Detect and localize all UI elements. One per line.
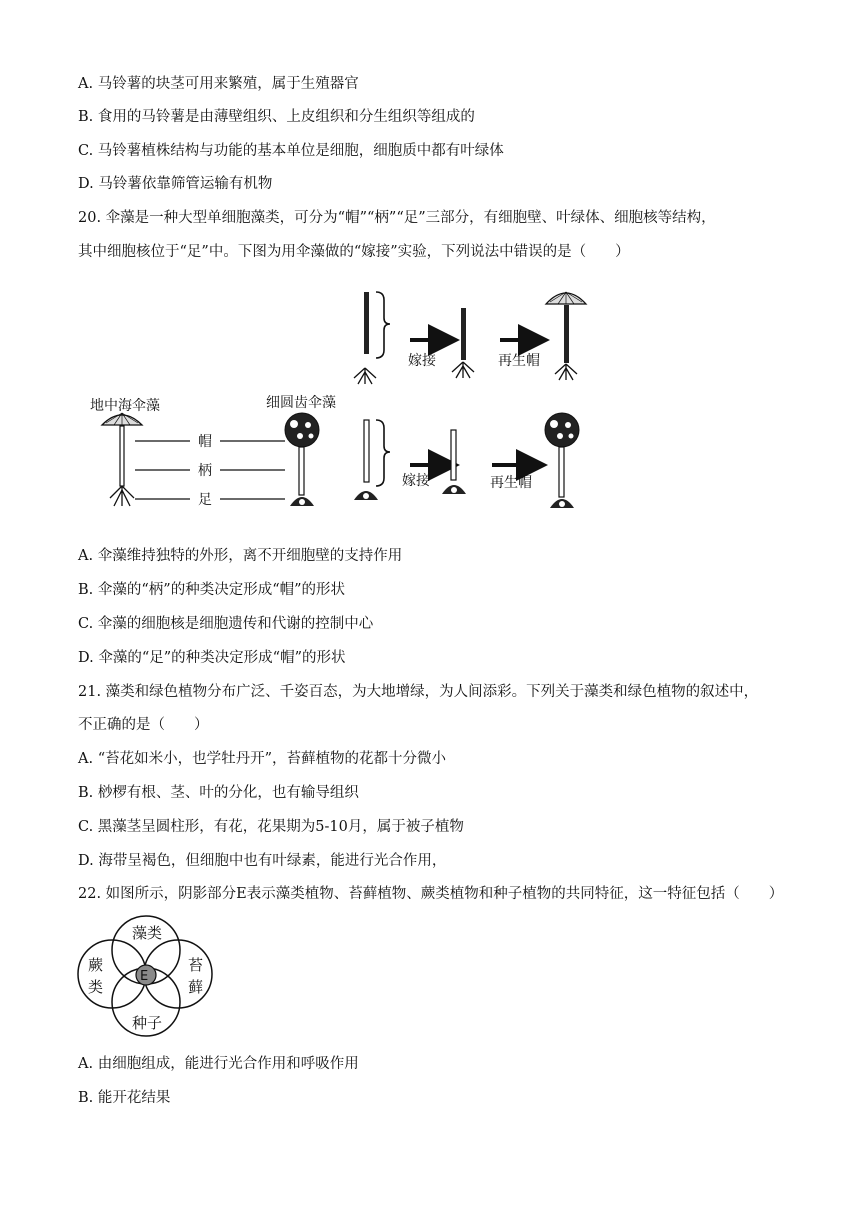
label-crenulated-acetabularia: 细圆齿伞藻 xyxy=(266,395,336,411)
grafting-experiment-figure xyxy=(80,280,620,520)
venn-label-moss-2: 藓 xyxy=(188,978,204,996)
q19-option-b: B. 食用的马铃薯是由薄壁组织、上皮组织和分生组织等组成的 xyxy=(78,109,475,125)
venn-label-moss-1: 苔 xyxy=(188,956,204,974)
mediterranean-alga-drawing xyxy=(102,413,142,506)
top-graft-sequence xyxy=(354,292,586,384)
q19-option-d: D. 马铃薯依靠筛管运输有机物 xyxy=(78,176,273,192)
graft-label-bottom: 嫁接 xyxy=(402,473,430,489)
q20-option-c: C. 伞藻的细胞核是细胞遗传和代谢的控制中心 xyxy=(78,616,374,632)
part-label-stalk: 柄 xyxy=(198,463,212,479)
q22-option-b: B. 能开花结果 xyxy=(78,1090,171,1106)
q21-option-b: B. 桫椤有根、茎、叶的分化，也有输导组织 xyxy=(78,785,359,801)
q22-option-a: A. 由细胞组成，能进行光合作用和呼吸作用 xyxy=(78,1056,359,1072)
venn-label-center: E xyxy=(140,969,149,984)
q19-option-c: C. 马铃薯植株结构与功能的基本单位是细胞，细胞质中都有叶绿体 xyxy=(78,143,504,159)
q21-option-d: D. 海带呈褐色，但细胞中也有叶绿素，能进行光合作用， xyxy=(78,853,447,869)
bottom-graft-sequence xyxy=(354,413,579,508)
regrow-label-top: 再生帽 xyxy=(498,353,540,369)
q21-option-a: A. “苔花如米小，也学牡丹开”，苔藓植物的花都十分微小 xyxy=(78,751,447,767)
q20-option-d: D. 伞藻的“足”的种类决定形成“帽”的形状 xyxy=(78,650,346,666)
crenulated-alga-drawing xyxy=(285,413,319,506)
venn-label-seed: 种子 xyxy=(132,1014,163,1032)
label-mediterranean-acetabularia: 地中海伞藻 xyxy=(90,398,160,414)
q22-stem: 22. 如图所示，阴影部分E表示藻类植物、苔藓植物、蕨类植物和种子植物的共同特征，这一特征包括（ ） xyxy=(78,886,784,902)
venn-label-algae: 藻类 xyxy=(132,924,163,942)
q21-stem-line1: 21. 藻类和绿色植物分布广泛、千姿百态，为大地增绿，为人间添彩。下列关于藻类和绿色植物的叙述中， xyxy=(78,684,759,700)
graft-label-top: 嫁接 xyxy=(408,353,436,369)
part-label-foot: 足 xyxy=(198,492,212,508)
q20-option-b: B. 伞藻的“柄”的种类决定形成“帽”的形状 xyxy=(78,582,346,598)
q19-option-a: A. 马铃薯的块茎可用来繁殖，属于生殖器官 xyxy=(78,76,359,92)
q20-stem-line1: 20. 伞藻是一种大型单细胞藻类，可分为“帽”“柄”“足”三部分，有细胞壁、叶绿体、细胞核等结构， xyxy=(78,210,716,226)
venn-diagram xyxy=(76,914,216,1038)
q21-stem-line2: 不正确的是（ ） xyxy=(78,717,209,733)
q20-stem-line2: 其中细胞核位于“足”中。下图为用伞藻做的“嫁接”实验，下列说法中错误的是（ ） xyxy=(78,244,630,260)
part-label-cap: 帽 xyxy=(198,434,212,450)
venn-label-fern-1: 蕨 xyxy=(88,956,104,974)
q20-option-a: A. 伞藻维持独特的外形，离不开细胞壁的支持作用 xyxy=(78,548,403,564)
venn-label-fern-2: 类 xyxy=(88,978,104,996)
q21-option-c: C. 黑藻茎呈圆柱形，有花，花果期为5-10月，属于被子植物 xyxy=(78,819,464,835)
regrow-label-bottom: 再生帽 xyxy=(490,475,532,491)
